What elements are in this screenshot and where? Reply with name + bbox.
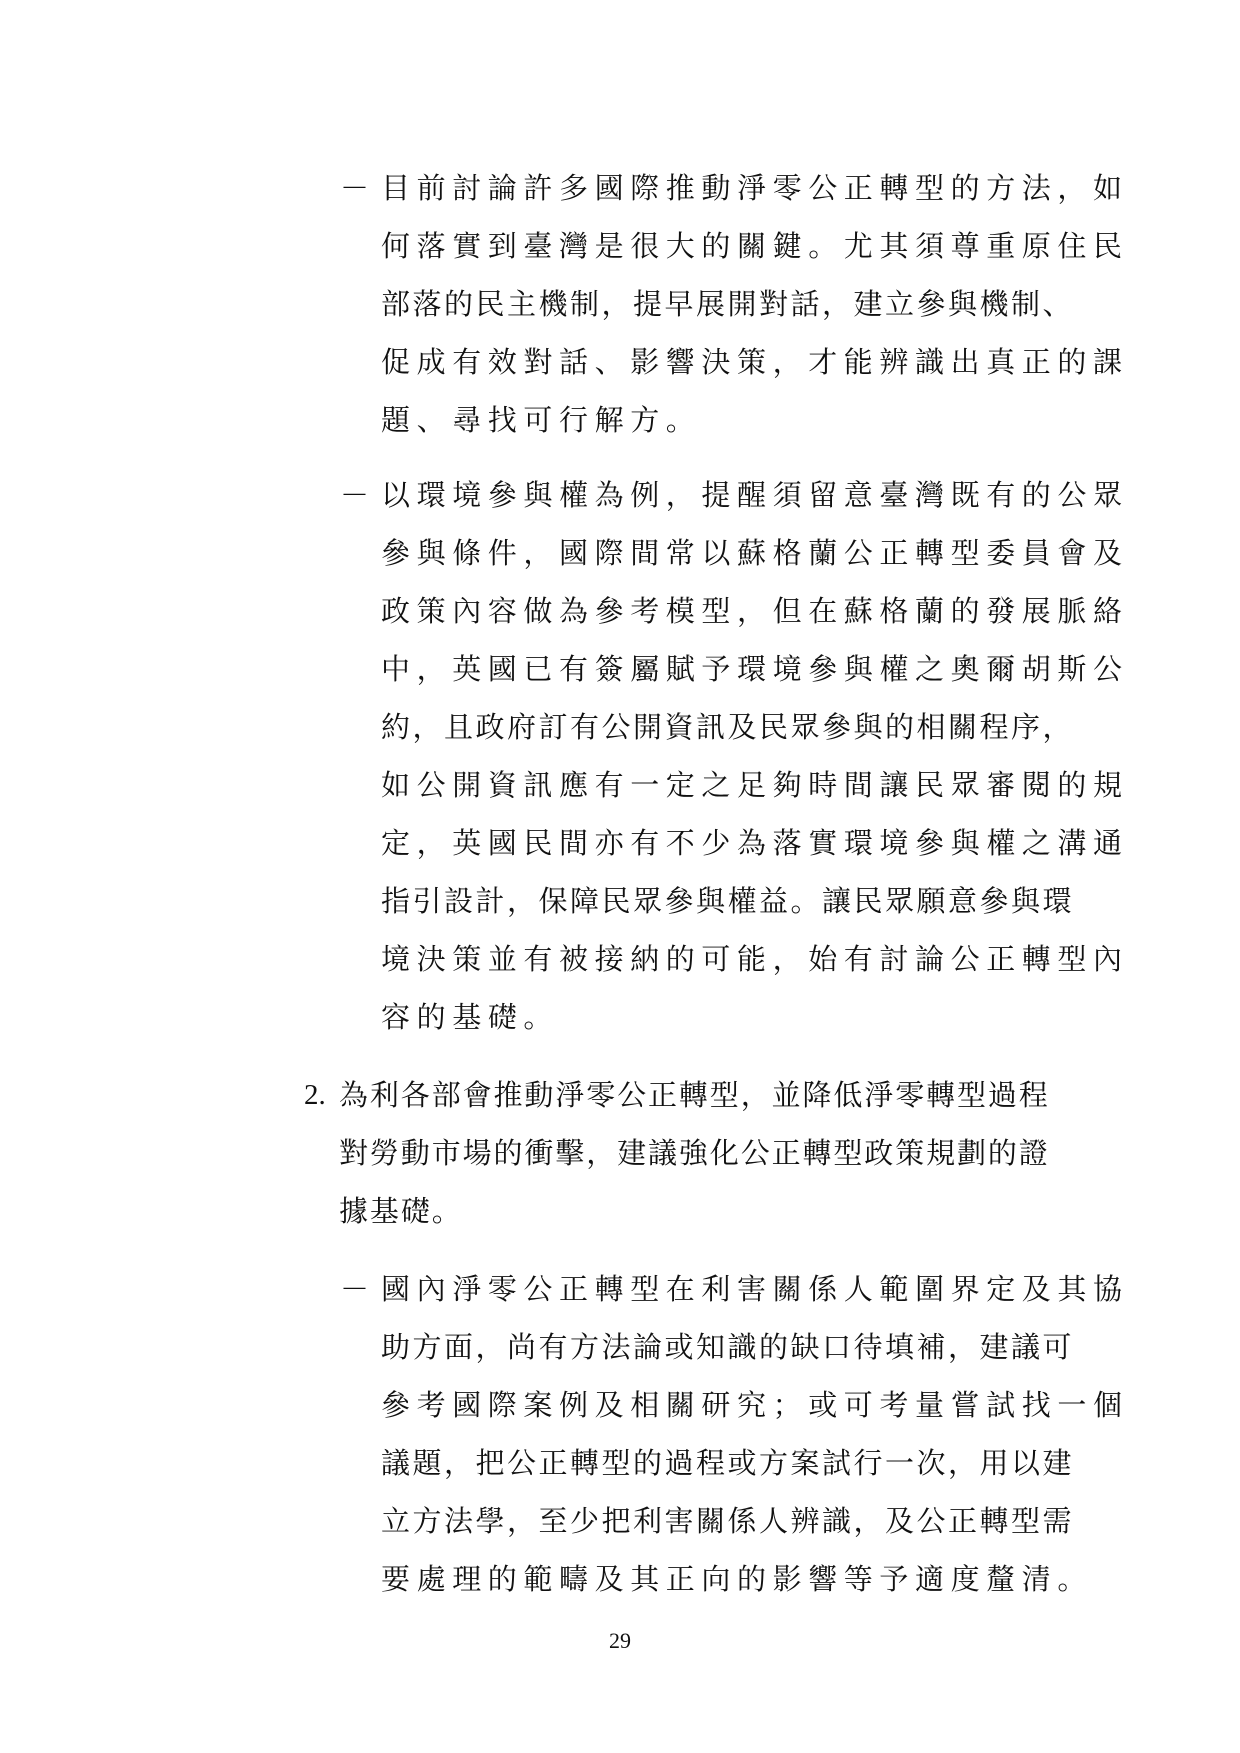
text-line: 議題，把公正轉型的過程或方案試行一次，用以建 [381,1446,1075,1480]
text-line: 促成有效對話、影響決策，才能辨識出真正的課 [381,345,1129,379]
text-line: 為利各部會推動淨零公正轉型，並降低淨零轉型過程 [339,1078,1050,1112]
dash-marker: － [340,478,370,512]
page-number: 29 [609,1628,631,1653]
text-line: 境決策並有被接納的可能，始有討論公正轉型內 [381,942,1129,976]
text-line: 國內淨零公正轉型在利害關係人範圍界定及其協 [381,1272,1129,1306]
text-line: 題、尋找可行解方。 [381,403,702,437]
text-line: 容的基礎。 [381,1000,560,1034]
text-line: 約，且政府訂有公開資訊及民眾參與的相關程序， [381,710,1075,744]
text-line: 助方面，尚有方法論或知識的缺口待填補，建議可 [381,1330,1075,1364]
text-line: 中，英國已有簽屬賦予環境參與權之奧爾胡斯公 [381,652,1129,686]
text-line: 目前討論許多國際推動淨零公正轉型的方法，如 [381,171,1129,205]
text-line: 指引設計，保障民眾參與權益。讓民眾願意參與環 [381,884,1075,918]
text-line: 參與條件，國際間常以蘇格蘭公正轉型委員會及 [381,536,1129,570]
item-number: 2. [304,1079,326,1111]
text-line: 如公開資訊應有一定之足夠時間讓民眾審閱的規 [381,768,1129,802]
text-line: 定，英國民間亦有不少為落實環境參與權之溝通 [381,826,1129,860]
text-line: 立方法學，至少把利害關係人辨識，及公正轉型需 [381,1504,1075,1538]
text-line: 對勞動市場的衝擊，建議強化公正轉型政策規劃的證 [339,1136,1050,1170]
text-line: 何落實到臺灣是很大的關鍵。尤其須尊重原住民 [381,229,1129,263]
text-line: 要處理的範疇及其正向的影響等予適度釐清。 [381,1562,1094,1596]
text-line: 部落的民主機制，提早展開對話，建立參與機制、 [381,287,1075,321]
text-line: 以環境參與權為例，提醒須留意臺灣既有的公眾 [381,478,1129,512]
dash-marker: － [340,171,370,205]
dash-marker: － [340,1272,370,1306]
text-line: 據基礎。 [339,1194,463,1228]
text-line: 政策內容做為參考模型，但在蘇格蘭的發展脈絡 [381,594,1129,628]
text-line: 參考國際案例及相關研究；或可考量嘗試找一個 [381,1388,1129,1422]
